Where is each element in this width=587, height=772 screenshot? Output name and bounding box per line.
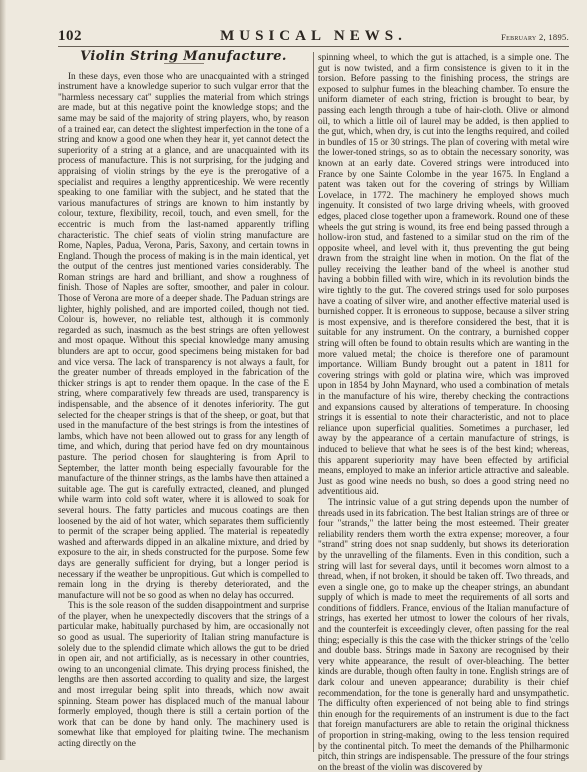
paragraph: In these days, even those who are unacquainted with a stringed instrument have a knowledge superior to such vulgar error that the "harmless necessary cat" supplies the material from which strings are made, but at this negative point the knowledge stops; and the same may be said of the majority of string players, who, by reason of a trained ear, can detect the slightest imperfection in the tone of a string and know a good one when they hear it, yet cannot detect the superiority of a string at a glance, and are unacquainted with its process of manufacture. This is not surprising, for the judging and appraising of violin strings by the eye is the prerogative of a specialist and requires a lengthy apprenticeship. We were recently speaking to one familiar with the subject, and he stated that the various manufactures of strings are known to him instantly by colour, texture, flexibility, recoil, touch, and even smell, for the eccentric is much from the last-named apparently trifling characteristic. The chief seats of violin string manufacture are Rome, Naples, Padua, Verona, Paris, Saxony, and certain towns in England. Though the process of making is in the main identical, yet the output of the centres just mentioned varies considerably. The Roman strings are hard and brilliant, and show a roughness of finish. Those of Naples are softer, smoother, and paler in colour. Those of Verona are more of a deeper shade. The Paduan strings are lighter, highly polished, and are imported coiled, though not tied. Colour is, however, no reliable test, although it is commonly regarded as such, inasmuch as the best strings are often yellowest and most opaque. Without this special knowledge many amusing blunders are apt to occur, good specimens being mistaken for bad and vice versa. The lack of transparency is not always a fault, for the greater number of threads employed in the fabrication of the thicker strings is apt to render them opaque. In the case of the E string, where comparatively few threads are used, transparency is indispensable, and the absence of it denotes inferiority. The gut selected for the cheaper strings is that of the sheep, or goat, but that used in the manufacture of the best strings is from the intestines of lambs, which have not been allowed out to grass for any length of time, and which, during that period have fed on dry mountainous pasture. The period chosen for slaughtering is from April to September, the latter month being especially favourable for the manufacture of the thinner strings, as the lambs have then attained a suitable age. The gut is carefully extracted, cleaned, and plunged while warm into cold soft water, where it is allowed to soak for several hours. The fatty particles and mucous coatings are then loosened by the aid of hot water, which separates them sufficiently to permit of the scraper being applied. The material is repeatedly washed and afterwards dipped in an alkaline mixture, and dried by exposure to the air, in sheds constructed for the purpose. Some few days are generally sufficient for drying, but a longer period is necessary if the weather be unpropitious. Gut which is compelled to remain long in the drying is thereby deteriorated, and the manufacture will not be so good as when no delay has occurred.	[58, 70, 309, 600]
page-number: 102	[58, 28, 82, 44]
column-divider	[313, 52, 314, 752]
binding-edge	[0, 0, 6, 760]
journal-title: MUSICAL NEWS.	[220, 28, 407, 44]
right-column	[318, 52, 569, 772]
paragraph: The intrinsic value of a gut string depends upon the number of threads used in its fabrication. The best Italian strings are of three or four "strands," the latter being the most esteemed. Their greater reliability renders them worth the extra expense; moreover, a four "strand" string does not snap suddenly, but shows its deterioration by the unravelling of the filaments. Even in this condition, such a string will last for several days, until it becomes worn almost to a thread, when, if not broken, it should be taken off. Two threads, and even a single one, go to make up the cheaper strings, an abundant supply of which is made to meet the requirements of all sorts and conditions of fiddlers. France, envious of the Italian manufacture of strings, has exerted her utmost to lower the colours of her rivals, and the counterfeit is exceedingly clever, often passing for the real thing; especially is this the case with the thicker strings of the 'cello and double bass. Strings made in Saxony are recognised by their very white appearance, the result of over-bleaching. The better kinds are durable, though often faulty in tone. English strings are of dark colour and uneven appearance; durability is their chief recommendation, for the tone is generally hard and unsympathetic. The difficulty often experienced of not being able to find strings thin enough for the requirements of an instrument is due to the fact that foreign manufacturers are able to retain the original thickness of proportion in string-making, owing to the less tension required by the continental pitch. To meet the demands of the Philharmonic pitch, thin strings are indispensable. The pressure of the four strings on the breast of the violin was discovered by	[318, 496, 569, 772]
issue-date: February 2, 1895.	[501, 32, 569, 42]
page-header	[58, 28, 569, 47]
article-columns	[58, 49, 569, 772]
paragraph: spinning wheel, to which the gut is attached, is a simple one. The gut is now twisted, and a firm consistence is given to it in the torsion. Before passing to the finishing process, the strings are exposed to sulphur fumes in the bleaching chamber. To ensure the uniform diameter of each string, friction is brought to bear, by passing each length through a tube of hair-cloth. Olive or almond oil, to which a little oil of laurel may be added, is then applied to the gut, which, when dry, is cut into the lengths required, and coiled in bundles of 15 or 30 strings. The plan of covering with metal wire the lower-toned strings, so as to obtain the necessary sonority, was known at an early date. Covered strings were introduced into France by one Sainte Colombe in the year 1675. In England a patent was taken out for the covering of strings by William Lovelace, in 1772. The machinery he employed shows much ingenuity. It consisted of two large driving wheels, with grooved edges, placed close together upon a framework. Round one of these wheels the gut string is wound, its free end being passed through a hollow-iron stud, and fastened to a similar stud on the rim of the opposite wheel, and level with it, thus preventing the gut being drawn from the straight line when in motion. On the flat of the pulley receiving the leather band of the wheel is another stud having a bobbin filled with wire, which in its revolution binds the wire tightly to the gut. The covered strings used for solo purposes have a coating of silver wire, and another effective material used is burnished copper. It is erroneous to suppose, because a silver string is most expensive, and is therefore considered the best, that it is suitable for any instrument. On the contrary, a burnished copper string will often be found to obtain results which are wanting in the more valued metal; the choice is therefore one of paramount importance. William Bundy brought out a patent in 1811 for covering strings with gold or platina wire, which was improved upon in 1854 by John Maynard, who used a combination of metals in the manufacture of his wire, thereby checking the contractions and expansions caused by alterations of temperature. In choosing strings it is essential to note their characteristic, and not to place reliance upon superficial qualities. Sometimes a purchaser, led away by the appearance of a certain manufacture of strings, is induced to believe that what he sees is of the best kind; whereas, this apparent superiority may have been effected by artificial means, employed to make an inferior article attractive and saleable. Just as good wine needs no bush, so does a good string need no adventitious aid.	[318, 52, 569, 497]
paragraph: This is the sole reason of the sudden disappointment and surprise of the player, when he unexpectedly discovers that the strings of a particular make, habitually purchased by him, are occasionally not so good as usual. The superiority of Italian string manufacture is solely due to the splendid climate which allows the gut to be dried in open air, and not artificially, as is necessary in other countries, owing to an uncongenial climate. This drying process finished, the lengths are then assorted according to quality and size, the largest and most irregular being split into threads, which now await spinning. Steam power has displaced much of the manual labour formerly employed, though there is still a certain portion of the work that can be done by hand only. The machinery used is somewhat like that employed for plaiting twine. The mechanism acting directly on the	[58, 600, 309, 748]
left-column	[58, 49, 309, 752]
article-title: Violin String Manufacture.	[80, 49, 287, 64]
